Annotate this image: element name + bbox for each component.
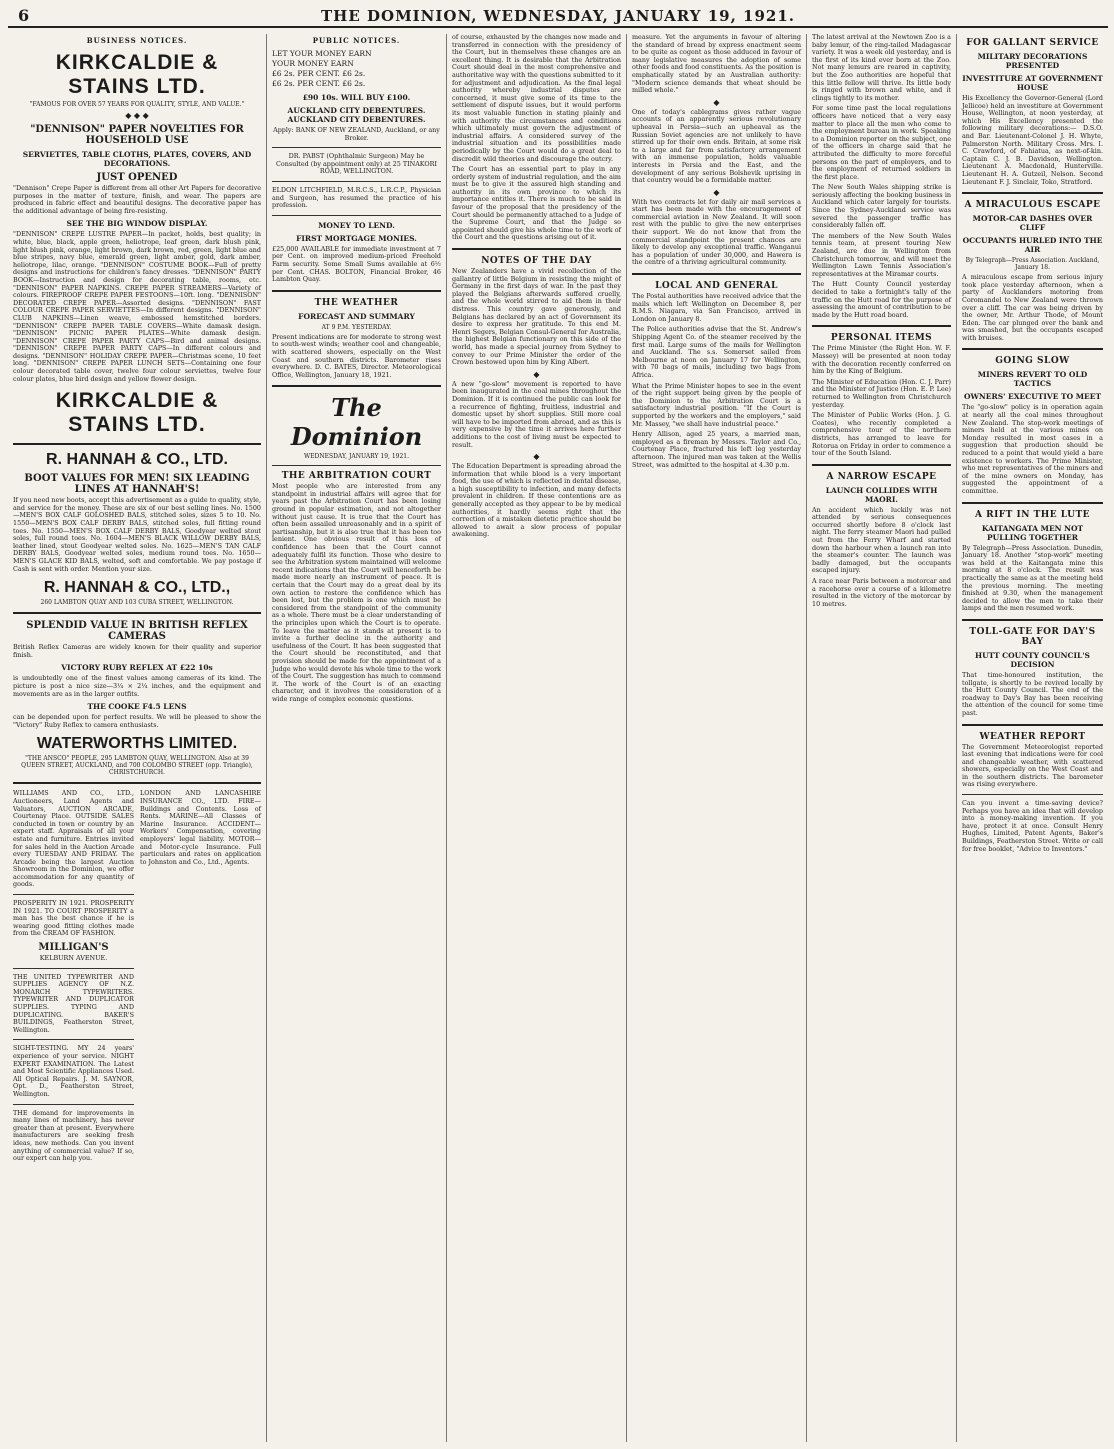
personal-item-3: The Minister of Public Works (Hon. J. G. Coates), who recently completed a comprehensive tour of the northern districts, has arranged to leave for Rotorua on Friday in order to commence a tour of the South Island.	[812, 411, 951, 458]
divider	[13, 894, 134, 895]
narrow-escape-title: A NARROW ESCAPE	[826, 471, 937, 482]
hannah-title-bottom: R. HANNAH & CO., LTD.,	[43, 579, 231, 597]
waterworths-title: WATERWORTHS LIMITED.	[36, 735, 238, 753]
rift-subtitle: KAITANGATA MEN NOT PULLING TOGETHER	[981, 523, 1084, 542]
camera-lens-line: THE COOKE F4.5 LENS	[87, 702, 187, 712]
window-display: SEE THE BIG WINDOW DISPLAY.	[66, 219, 208, 229]
local-general-title: LOCAL AND GENERAL	[655, 281, 778, 292]
rift-body: By Telegraph—Press Association. Dunedin, January 18. Another "stop-work" meeting was held at the Kaitangata mine this morning at 8 o'clock. The result was practically the same as at the meeting held the previous morning. The meeting finished at 9.30, when the management decided to allow the men to take their lamps and the men resumed work.	[962, 543, 1103, 613]
kirkcaldie-title: KIRKCALDIE & STAINS LTD.	[55, 51, 219, 98]
dennison-items: "DENNISON" CREPE LUSTRE PAPER—In packet, holds, best quality; in white, blue, black, apple green, heliotrope, leaf green, dark blush pink, light blush pink, orange, light brown, dark brown, red, green, light blue and blue stripes, navy blue, emerald green, light amber, gold, dark amber, heliotrope, lilac, orange. "DENNISON" COSTUME BOOK—Full of pretty designs and instructions for children's fancy dresses. "DENNISON" PARTY BOOK—Instruction and design for decorating table, rooms, etc. "DENNISON" PAPER NAPKINS. CREPE PAPER STREAMERS—Variety of colours. FIREPROOF CREPE PAPER FESTOONS—10ft. long. "DENNISON" DECORATED CREPE PAPER—Assorted designs. "DENNISON" FAST COLOUR CREPE PAPER SERVIETTES—In different designs. "DENNISON" CLUB NAPKINS—Linen weave, embossed hemstitched borders. "DENNISON" CREPE PAPER TABLE COVERS—White damask design. "DENNISON" PICNIC PAPER PLATES—White damask design. "DENNISON" CREPE PAPER PARTY CAPS—Bird and animal designs. "DENNISON" CREPE PAPER PARTY CAPS—In different colours and designs. "DENNISON" HOLIDAY CREPE PAPER—Christmas scene, 10 feet long. "DENNISON" CREPE PAPER LUNCH SETS—Containing one four colour decorated table cover, twelve four colour serviettes, twelve four colour plates, blue bird design and yellow flower design.	[13, 230, 261, 383]
weather-body: Present indications are for moderate to strong west to south-west winds; weather cool and changeable, with scattered showers, especially on the West Coast and southern districts. Barometer rises everywhere. D. C. BATES, Director. Meteorological Office, Wellington, January 18, 1921.	[272, 332, 441, 379]
hannah-headline: BOOT VALUES FOR MEN! SIX LEADING LINES AT HANNAH'S!	[24, 473, 250, 496]
divider	[272, 181, 441, 182]
divider	[962, 348, 1103, 350]
column-notes-local	[626, 34, 806, 1442]
ornament: ◆	[533, 369, 540, 379]
money-right: YOUR MONEY EARN	[272, 59, 354, 68]
the-dominion-nameplate: The Dominion	[290, 393, 423, 452]
divider	[13, 968, 134, 969]
miraculous-escape-body: A miraculous escape from serious injury took place yesterday afternoon, when a party of Aucklanders motoring from Coromandel to New Zealand were thrown over a cliff. The car was being driven by the owner, Mr. Arthur Thode, of Mount Eden. The car plunged over the bank and was smashed, but the occupants escaped with bruises.	[962, 273, 1103, 342]
weather-report-body: The Government Meteorologist reported last evening that indications were for cool and changeable weather, with scattered showers, especially on the West Coast and in the southern districts. The barometer was rising everywhere.	[962, 742, 1103, 789]
insurance-ad: LONDON AND LANCASHIRE INSURANCE CO., LTD. FIRE—Buildings and Contents. Loss of Rents. MARINE—All Classes of Marine Insurance. ACCIDENT—Workers' Compensation, covering employers' legal liability. MOTOR—and Motor-cycle Insurance. Full particulars and rates on application to Johnston and Co., Ltd., Agents.	[140, 789, 261, 866]
kirkcaldie-tagline: "FAMOUS FOR OVER 57 YEARS FOR QUALITY, STYLE, AND VALUE."	[29, 101, 245, 108]
rift-title: A RIFT IN THE LUTE	[974, 509, 1091, 520]
divider	[812, 464, 951, 466]
news-item-4: The members of the New South Wales tennis team, at present touring New Zealand, are due in Wellington from Christchurch tomorrow, and will meet the Wellington Lawn Tennis Association's representatives at the Miramar courts.	[812, 231, 951, 278]
auckland-debentures: AUCKLAND CITY DEBENTURES. AUCKLAND CITY DEBENTURES.	[287, 106, 426, 124]
motor-race-item: A race near Paris between a motorcar and a racehorse over a course of a kilometre resulted in the victory of the motorcar by 10 metres.	[812, 577, 951, 608]
divider	[962, 502, 1103, 504]
divider	[13, 1039, 134, 1040]
notes-continued-3: With two contracts let for daily air mail services a start has been made with the encouragement of commercial aviation in New Zealand. It will soon rest with the public to give the new enterprises their support. We do not know that from the commercial standpoint the present chances are likely to develop any exceptional traffic. Wanganui has a population of under 30,000, and Hawera is the centre of a thriving agricultural community.	[632, 197, 801, 267]
first-mortgage: FIRST MORTGAGE MONIES.	[296, 233, 417, 243]
divider	[962, 794, 1103, 795]
local-item-3: What the Prime Minister hopes to see in the event of the right support being given by the people of the Dominion to the Arbitration Court is a satisfactory industrial position. "If the Court is supported by the workers and the employers," said Mr. Massey, "we shall have industrial peace."	[632, 381, 801, 428]
camera-body-3: can be depended upon for perfect results. We will be pleased to show the "Victory" Ruby Reflex to camera enthusiasts.	[13, 713, 261, 729]
going-slow-title: GOING SLOW	[995, 356, 1070, 367]
gallant-service-subtitle: MILITARY DECORATIONS PRESENTED	[977, 52, 1088, 70]
milligans-name: MILLIGAN'S	[38, 942, 109, 954]
divider	[272, 290, 441, 292]
editorial-title: THE ARBITRATION COURT	[281, 471, 432, 482]
column-news	[806, 34, 956, 1442]
divider	[452, 248, 621, 250]
news-item-2: For some time past the local regulations officers have noticed that a very easy matter to place all the men who come to the employment bureau in work. Speaking to a Dominion reporter on the subject, one of the officers in charge said that he attributed the difficulty to more forceful persons on the part of employers, and to the employment of returned soldiers in the first place.	[812, 104, 951, 181]
editorial-continued-1: of course, exhausted by the changes now made and transferred in connection with the presidency of the Court, but in themselves these changes are an excellent thing. It is desirable that the Arbitration Court should deal in the most comprehensive and authoritative way with the questions submitted to it for adjustment and adjudication. As the final legal authority whereby industrial disputes are concerned, it must give some of its time to the settlement of dispute issues, but it would perform its most valuable function in stating plainly and with authority the circumstances and conditions which ultimately must govern the adjustment of industrial affairs. A considered survey of the industrial situation and its possibilities made periodically by the Court would do a great deal to discredit wild theories and discourage the outcry.	[452, 34, 621, 163]
divider	[272, 385, 441, 387]
sight-testing-ad: SIGHT-TESTING. MY 24 years' experience of your service. NIGHT EXPERT EXAMINATION. The Latest and Most Scientific Appliances Used. All Optical Repairs. J. M. SAYNOR, Opt. D., Featherston Street, Wellington.	[13, 1044, 134, 1098]
williams-ad: WILLIAMS AND CO., LTD., Auctioneers, Land Agents and Valuators, AUCTION ARCADE, Courtenay Place. OUTSIDE SALES conducted in town or country by an expert staff. Appraisals of all your estate and furniture. Entries invited for sales held in the Auction Arcade every TUESDAY AND FRIDAY. The Arcade being the largest Auction Showroom in the Dominion, we offer accommodation for any quantity of goods.	[13, 789, 134, 889]
page-number: 6	[18, 6, 30, 25]
personal-items-title: PERSONAL ITEMS	[830, 333, 933, 344]
news-item-3: The New South Wales shipping strike is seriously affecting the booking business in Auckland which cater largely for tourists. Since the Sydney-Auckland service was severed the passenger traffic has considerably fallen off.	[812, 183, 951, 230]
notes-item-2: A new "go-slow" movement is reported to have been inaugurated in the coal mines throughout the Dominion. If it is continued the public can look for a recurrence of fighting, fruitless, industrial and domestic upset by short supplies. Still more coal will have to be imported from abroad, and as this is very expensive by the time it arrives here further additions to the cost of living must be expected to result.	[452, 379, 621, 449]
news-item-1: The latest arrival at the Newtown Zoo is a baby lemur, of the ring-tailed Madagascar variety. It was a week old yesterday, and is the first of its kind ever born at the Zoo. Not many lemurs are reared in captivity, but the Zoo authorities are hopeful that this little fellow will thrive. Its little body is ringed with brown and white, and it clings tightly to its mother.	[812, 34, 951, 102]
personal-item-2: The Minister of Education (Hon. C. J. Parr) and the Minister of Justice (Hon. E. P. Lee) returned to Wellington from Christchurch yesterday.	[812, 377, 951, 409]
camera-body-2: is undoubtedly one of the finest values among cameras of its kind. The picture is post a nice size—3¼ × 2¼ inches, and the equipment and movements are as in the larger outfits.	[13, 674, 261, 698]
eldon-litchfield-ad: ELDON LITCHFIELD, M.R.C.S., L.R.C.P., Physician and Surgeon, has resumed the practice of his profession.	[272, 185, 441, 210]
prosperity-ad: PROSPERITY IN 1921. PROSPERITY IN 1921. TO COURT PROSPERITY a man has the best chance if he is wearing good fitting clothes made from the CREAM OF FASHION.	[13, 899, 134, 938]
divider	[272, 215, 441, 216]
mortgage-amount: £25,000 AVAILABLE for immediate investment at 7 per Cent. on improved medium-priced Freehold Farm security. Some Small Sums available at 6½ per Cent. CHAS. BOLTON, Financial Broker, 46 Lambton Quay.	[272, 244, 441, 284]
kirkcaldie-title-bottom: KIRKCALDIE & STAINS LTD.	[55, 389, 219, 437]
notes-continued-2: One of today's cablegrams gives rather vague accounts of an apparently serious revolutionary upheaval in Persia—such an upheaval as the Russian Soviet agencies are not unlikely to have stirred up for their own ends. Britain, at some risk to a large and far from satisfactory arrangement with an immense population, holds valuable interests in Persia and the East, and the development of any serious Bolshevik uprising in that country would be a formidable matter.	[632, 107, 801, 185]
tollgate-body: That time-honoured institution, the tollgate, is shortly to be revived locally by the Hutt County Council. The end of the roadway to Day's Bay has been receiving the attention of the council for some time past.	[962, 670, 1103, 717]
weather-title: THE WEATHER	[314, 297, 399, 308]
local-item-1: The Postal authorities have received advice that the mails which left Wellington on December 8, per R.M.S. Niagara, via San Francisco, arrived in London on January 8.	[632, 292, 801, 323]
investiture-headline: INVESTITURE AT GOVERNMENT HOUSE	[962, 74, 1103, 92]
camera-price-line: VICTORY RUBY REFLEX AT £22 10s	[61, 663, 213, 673]
divider	[272, 465, 441, 466]
ornament: ◆	[713, 97, 720, 107]
divider	[962, 619, 1103, 621]
dennison-subhead: SERVIETTES, TABLE CLOTHS, PLATES, COVERS, AND DECORATIONS.	[22, 150, 252, 168]
typewriter-ad: THE UNITED TYPEWRITER AND SUPPLIES AGENCY OF N.Z. MONARCH TYPEWRITERS. TYPEWRITER AND DUPLICATOR SUPPLIES. TYPING AND DUPLICATING. BAKER'S BUILDINGS, Featherston Street, Wellington.	[13, 972, 134, 1034]
notes-continued-1: measure. Yet the arguments in favour of altering the standard of bread by express enactment seem to be quite as cogent as those adduced in favour of many legislative measures the adoption of some other foods and food constituents. As the position is emphatically stated by an Australian authority: "Modern science demands that wheat should be milled whole."	[632, 34, 801, 95]
investiture-body: His Excellency the Governor-General (Lord Jellicoe) held an investiture at Government House, Wellington, at noon yesterday, at which His Excellency presented the following military decorations:— D.S.O. and Bar. Lieutenant-Colonel J. H. Whyte, Palmerston North. Military Cross. Mrs. I. C. Crawford, of Fahiatua, as next-of-kin. Captain C. J. B. Davidson, Wellington. Lieutenant A. Macdonald, Hunterville. Lieutenant H. A. Gutzeil, Nelson. Second Lieutenant F. J. Sinclair, Toko, Stratford.	[962, 94, 1103, 186]
money-left: LET YOUR MONEY EARN	[272, 49, 372, 58]
rate-line-2: £6 2s. PER CENT. £6 2s.	[272, 79, 366, 88]
notes-of-day-title: NOTES OF THE DAY	[481, 256, 592, 267]
dr-pabst-ad: DR. PABST (Ophthalmic Surgeon) May be Consulted (by appointment only) at 25 TINAKORI ROAD, WELLINGTON.	[275, 152, 437, 176]
divider	[962, 192, 1103, 194]
divider	[962, 724, 1103, 726]
divider	[812, 325, 951, 327]
tollgate-subtitle: HUTT COUNTY COUNCIL'S DECISION	[975, 650, 1090, 669]
notes-item-3: The Education Department is spreading abroad the information that while blood is a very important food, the use of which is reflected in dental disease, a high susceptibility to infection, and many defects prevalent in children. If these contentions are as generally accepted as they appear to be by medical authorities, it hardly seems right that the correction of a mistaken dietetic practice should be allowed to await a slow process of popular awakening.	[452, 462, 621, 539]
milligans-address: KELBURN AVENUE.	[39, 954, 108, 963]
newspaper-page	[8, 4, 1108, 1444]
just-opened: JUST OPENED	[96, 172, 178, 183]
narrow-escape-subtitle: LAUNCH COLLIDES WITH MAORI.	[825, 485, 938, 504]
section-heading: BUSINESS NOTICES.	[86, 36, 188, 45]
gallant-service-title: FOR GALLANT SERVICE	[966, 38, 1099, 48]
weather-subtitle: FORECAST AND SUMMARY	[298, 311, 415, 321]
column-telegraph	[956, 34, 1108, 1442]
miraculous-escape-headline: OCCUPANTS HURLED INTO THE AIR	[962, 236, 1103, 255]
notes-item-1: New Zealanders have a vivid recollection of the gallantry of little Belgium in resisting the might of Germany in the first days of war. In the past they played the Belgians afterwards suffered cruelly, and the whole world stirred to aid them in their distress. This country gave generously, and Belgians has declared by an act of Government its desire to express her gratitude. To this end M. Henri Segers, Belgian Consul-General for Australia, the highest Belgian functionary on this side of the world, has made a special journey from Sydney to convey to our Prime Minister the order of the Crown bestowed upon him by King Albert.	[452, 267, 621, 367]
tollgate-title: TOLL-GATE FOR DAY'S BAY	[969, 626, 1096, 647]
camera-headline: SPLENDID VALUE IN BRITISH REFLEX CAMERAS	[26, 620, 248, 643]
column-public-notices	[266, 34, 446, 1442]
local-item-2: The Police authorities advise that the St. Andrew's Shipping Agent Co. of the steamer received by the first mail. Large sums of the mails for Wellington and Auckland. The s.s. Somerset sailed from Melbourne at noon on January 17 for Wellington, with 70 bags of mails, including two bags from Africa.	[632, 325, 801, 379]
dennison-headline: "DENNISON" PAPER NOVELTIES FOR HOUSEHOLD USE	[30, 124, 244, 146]
divider	[13, 612, 261, 614]
camera-body: British Reflex Cameras are widely known for their quality and superior finish.	[13, 643, 261, 659]
hannah-title: R. HANNAH & CO., LTD.	[46, 451, 228, 469]
local-item-4: Henry Allison, aged 25 years, a married man, employed as a fireman by Messrs. Taylor and Co., Courtenay Place, fractured his left leg yesterday afternoon. The injured man was taken at the Wellis Street, was admitted to the hospital at 4.30 p.m.	[632, 430, 801, 469]
divider	[272, 147, 441, 148]
section-heading: PUBLIC NOTICES.	[312, 36, 401, 45]
weather-time: AT 9 P.M. YESTERDAY.	[321, 323, 392, 331]
ornament: ◆ ◆ ◆	[125, 111, 149, 120]
hannah-address: 260 LAMBTON QUAY AND 103 CUBA STREET, WELLINGTON.	[40, 599, 234, 607]
divider	[13, 1104, 134, 1105]
going-slow-body: The "go-slow" policy is in operation again at nearly all the coal mines throughout New Zealand. The stop-work meetings of miners held at the various mines on Monday resulted in most cases in a suggestion that production should be reduced to a point that would yield a bare existence to workers. The Prime Minister, who met representatives of the miners and of the mine owners on Monday, has suggested the appointment of a committee.	[962, 403, 1103, 495]
divider	[13, 443, 261, 445]
money-earn-ad	[272, 49, 441, 89]
editorial-body: Most people who are interested from any standpoint in industrial affairs will agree that for years past the Arbitration Court has been losing ground in popular estimation, and not altogether without just cause. It is true that the Court has often been assailed unreasonably and in a spirit of partisanship, but it is also true that it has been too lenient. One obvious result of this loss of confidence has been that the Court cannot adequately fulfil its function. Those who desire to see the Arbitration system maintained will welcome recent indications that the Court will henceforth be made more nearly an instrument of peace. It is certain that the Court may do a great deal by its own action to restore the confidence which has been lost, but the problem is one which must be considered from the standpoint of the community as a whole. There must be a clear understanding of the principles upon which the Court is to operate. To leave the matter as it stands at present is to invite a further decline in the authority and usefulness of the Court. It has been suggested that the Court should be reconstituted, and that provision should be made for the appointment of a Judge who would devote his whole time to the work of the Court. The suggestion has much to commend it. The work of the Court is of an exacting character, and it involves the consideration of a wide range of complex economic questions.	[272, 482, 441, 703]
going-slow-subtitle: MINERS REVERT TO OLD TACTICS	[977, 370, 1088, 389]
dennison-body: "Dennison" Crepe Paper is different from all other Art Papers for decorative purposes in the matter of texture, finish, and wear. The papers are produced in fabric effect and beautiful designs. The decorative paper has the additional advantage of being fire-resisting.	[13, 184, 261, 215]
narrow-escape-body: An accident which luckily was not attended by serious consequences occurred shortly before 8 o'clock last night. The ferry steamer Maori had pulled out from the Ferry Wharf and started down the harbour when a launch ran into the steamer's counter. The launch was badly damaged, but the occupants escaped injury.	[812, 505, 951, 575]
divider	[632, 273, 801, 275]
page-masthead	[8, 4, 1108, 28]
ornament: ◆	[533, 452, 540, 462]
ornament: ◆	[713, 187, 720, 197]
newspaper-title: THE DOMINION, WEDNESDAY, JANUARY 19, 1921.	[321, 7, 795, 25]
waterworths-address: "THE ANSCO" PEOPLE, 295 LAMBTON QUAY, WELLINGTON. Also at 39 QUEEN STREET, AUCKLAND, and 700 COLOMBO STREET (opp. Triangle), CHRISTCHURCH.	[21, 755, 253, 777]
patent-ad: Can you invent a time-saving device? Perhaps you have an idea that will develop into a money-making invention. If you have, protect it at once. Consult Henry Hughes, Limited, Patent Agents, Baker's Buildings, Featherston Street. Write or call for free booklet, "Advice to Inventors."	[962, 799, 1103, 853]
going-slow-headline: OWNERS' EXECUTIVE TO MEET	[963, 392, 1102, 402]
weather-report-title: WEATHER REPORT	[979, 731, 1086, 742]
hannah-body: If you need new boots, accept this advertisement as a guide to quality, style, and service for the money. These are six of our best selling lines. No. 1500—MEN'S BOX CALF GOLOSHED BALS, stitched soles, sizes 5 to 10. No. 1550—MEN'S BOX CALF DERBY BALS, stitched soles, full fitting round toes. No. 1550—MEN'S BOX CALF DERBY BALS, Goodyear welted stout soles, full round toes. No. 1604—MEN'S BLACK WILLOW DERBY BALS, leather lined, stout Goodyear welted soles. No. 1625—MEN'S TAN CALF DERBY BALS, Goodyear welted soles, medium round toes. No. 1650—MEN'S GLACE KID BALS, welted, soft and comfortable. We pay postage if Cash is sent with order. Mention your size.	[13, 496, 261, 573]
small-ads-row	[13, 790, 261, 1165]
money-to-lend: MONEY TO LEND.	[318, 220, 395, 230]
miraculous-escape-title: A MIRACULOUS ESCAPE	[964, 200, 1101, 211]
column-editorial	[446, 34, 626, 1442]
editorial-continued-2: The Court has an essential part to play in any orderly system of industrial regulation, and the aim must be to give it the assured high standing and authority in its own province to which its importance entitles it. There is much to be said in favour of the proposal that the presidency of the Court should be permanently attached to a Judge of the Supreme Court, and that the Judge so appointed should give his whole time to the work of the Court and the questions arising out of it.	[452, 165, 621, 242]
miraculous-escape-subtitle: MOTOR-CAR DASHES OVER CLIFF	[972, 214, 1093, 233]
personal-item-1: The Prime Minister (the Right Hon. W. F. Massey) will be presented at noon today with the decoration recently conferred on him by the King of Belgium.	[812, 344, 951, 376]
will-buy: £90 10s. WILL BUY £100.	[302, 93, 411, 102]
divider	[13, 782, 261, 784]
column-business-notices	[8, 34, 266, 1442]
miraculous-escape-dateline: By Telegraph—Press Association. Auckland, January 18.	[965, 257, 1100, 272]
apply-bank: Apply: BANK OF NEW ZEALAND, Auckland, or any Broker.	[273, 126, 440, 142]
inventions-ad: THE demand for improvements in many lines of machinery, has never greater than at present. Everywhere manufacturers are seeking fresh ideas, new methods. Can you invent anything of commercial value? If so, our expert can help you.	[13, 1108, 134, 1163]
rate-line-1: £6 2s. PER CENT. £6 2s.	[272, 69, 366, 78]
news-item-5: The Hutt County Council yesterday decided to take a fortnight's tally of the traffic on the Hutt road for the purpose of assessing the amount of contribution to be made by the Hutt road board.	[812, 280, 951, 319]
editorial-date: WEDNESDAY, JANUARY 19, 1921.	[303, 453, 410, 461]
